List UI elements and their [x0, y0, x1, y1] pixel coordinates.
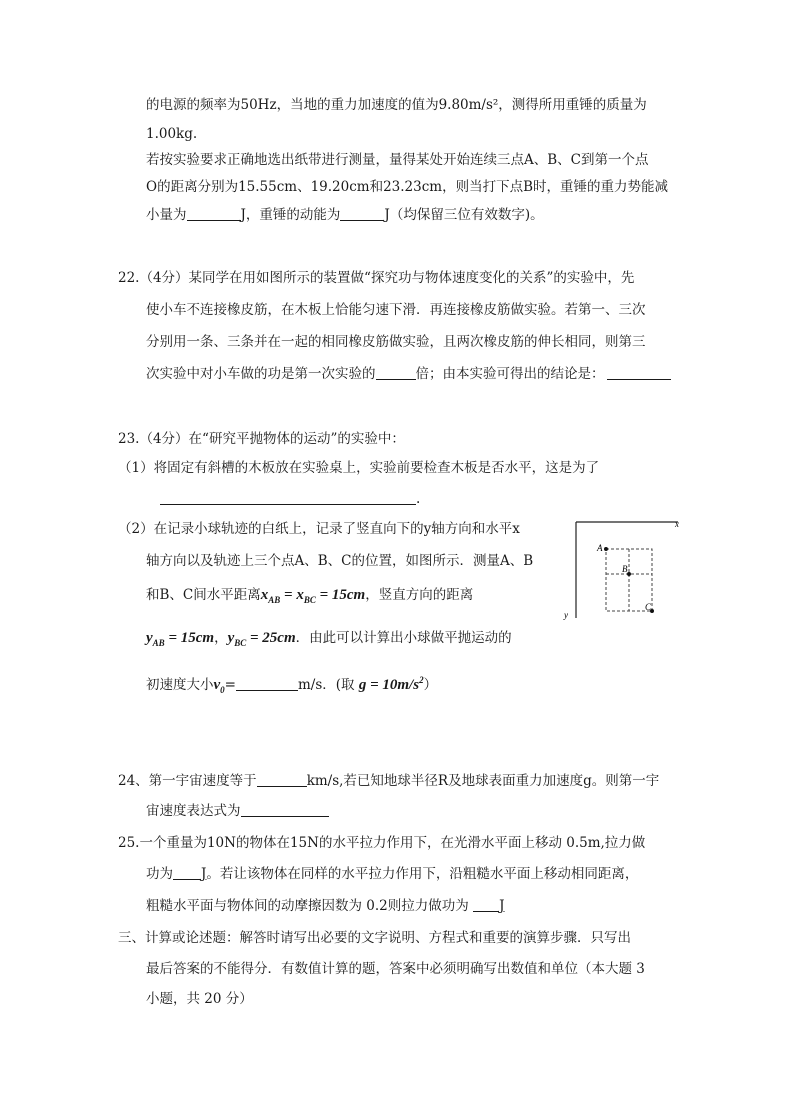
section3-line-3: 小题，共 20 分） [146, 991, 253, 1007]
q25-unit-j: J [201, 866, 207, 882]
q24-line-1 [118, 771, 659, 791]
q23-line-6 [146, 585, 473, 610]
answer-blank-conclusion[interactable] [607, 365, 671, 380]
answer-blank-work-ratio[interactable] [376, 365, 416, 380]
q21-line-5 [146, 205, 544, 225]
q23-comma: ， [214, 630, 228, 646]
formula-y-bc: $y_{BC} = 25cm$ [227, 630, 296, 648]
q24-text-a: 24、第一宇宙速度等于 [118, 773, 257, 789]
y-axis-label: y [564, 610, 568, 620]
formula-y-ab: $y_{AB} = 15cm$ [146, 630, 215, 648]
formula-v0: $v_0$ [213, 677, 225, 695]
formula-x-ab-x-bc: $x_{AB} = x_{BC} = 15cm$ [260, 587, 366, 605]
label-c: C [645, 602, 652, 612]
answer-blank-initial-velocity[interactable] [236, 676, 298, 691]
answer-blank-velocity-expression[interactable] [241, 802, 329, 817]
q25-text-c: 粗糙水平面与物体间的动摩擦因数为 0.2则拉力做功为 [146, 898, 474, 914]
q21-line-2: 1.00kg. [146, 126, 198, 142]
q25-unit-j-2: J [499, 898, 505, 914]
q21-text-a: 小量为 [146, 207, 187, 223]
q25-line-1: 25.一个重量为10N的物体在15N的水平拉力作用下，在光滑水平面上移动 0.5m,拉力做 [118, 835, 646, 851]
answer-blank-kinetic-energy[interactable] [340, 206, 384, 221]
q21-line-3: 若按实验要求正确地选出纸带进行测量，量得某处开始连续三点A、B、C到第一个点 [146, 152, 649, 168]
label-a: A [597, 543, 603, 553]
q23-close-paren: ） [423, 677, 438, 693]
q23-text-e: m/s．(取 [297, 677, 359, 693]
q24-line-2 [146, 801, 329, 821]
section3-line-2: 最后答案的不能得分．有数值计算的题，答案中必须明确写出数值和单位（本大题 3 [146, 961, 645, 977]
q21-text-c: J（均保留三位有效数字)。 [384, 207, 544, 223]
q22-line-4 [146, 364, 671, 384]
q23-text-a: 和B、C间水平距离 [146, 587, 261, 603]
q25-text-b: 。若让该物体在同样的水平拉力作用下，沿粗糙水平面上移动相同距离， [206, 866, 639, 882]
q21-line-4: O的距离分别为15.55cm、19.20cm和23.23cm，则当打下点B时，重锤的重力势能减 [146, 179, 669, 195]
q21-line-1: 的电源的频率为50Hz，当地的重力加速度的值为9.80m/s²，测得所用重锤的质量为 [146, 97, 647, 113]
q23-line-7 [146, 628, 512, 653]
q23-text-d: 初速度大小 [146, 677, 214, 693]
answer-blank-work-rough[interactable] [473, 897, 499, 912]
answer-blank-purpose[interactable] [160, 490, 416, 505]
formula-g: $g = 10m/s^2$ [358, 675, 424, 693]
q23-line-5: 轴方向以及轨迹上三个点A、B、C的位置，如图所示．测量A、B [146, 553, 534, 569]
section3-line-1: 三、计算或论述题：解答时请写出必要的文字说明、方程式和重要的演算步骤．只写出 [118, 930, 631, 946]
label-b: B [622, 564, 628, 574]
q23-line-4: （2）在记录小球轨迹的白纸上，记录了竖直向下的y轴方向和水平x [118, 521, 520, 537]
q25-line-2 [146, 864, 638, 884]
point-b [627, 572, 631, 576]
q23-line-1: 23.（4分）在“研究平抛物体的运动”的实验中： [118, 431, 405, 447]
trajectory-figure [560, 514, 690, 624]
q25-line-3 [146, 896, 504, 916]
q23-line-3 [160, 489, 420, 509]
q22-line-2: 使小车不连接橡皮筋，在木板上恰能匀速下滑．再连接橡皮筋做实验。若第一、三次 [146, 302, 646, 318]
answer-blank-work-smooth[interactable] [173, 865, 201, 880]
answer-blank-potential-energy[interactable] [187, 206, 241, 221]
point-a [604, 547, 608, 551]
q22-line-3: 分别用一条、三条并在一起的相同橡皮筋做实验，且两次橡皮筋的伸长相同，则第三 [146, 334, 646, 350]
q23-text-c: ．由此可以计算出小球做平抛运动的 [295, 630, 512, 646]
q23-line-8 [146, 670, 437, 700]
q24-text-b: km/s,若已知地球半径R及地球表面重力加速度g。则第一宇 [306, 773, 660, 789]
q23-line-2: （1）将固定有斜槽的木板放在实验桌上，实验前要检查木板是否水平，这是为了 [118, 460, 600, 476]
x-axis-label: x [675, 519, 679, 529]
answer-blank-first-cosmic-velocity[interactable] [257, 772, 307, 787]
q22-text-b: 倍；由本实验可得出的结论是： [415, 366, 605, 382]
q25-text-a: 功为 [146, 866, 173, 882]
q22-text-a: 次实验中对小车做的功是第一次实验的 [146, 366, 376, 382]
q21-text-b: J，重锤的动能为 [240, 207, 341, 223]
q24-text-c: 宙速度表达式为 [146, 803, 241, 819]
q22-line-1: 22.（4分）某同学在用如图所示的装置做“探究功与物体速度变化的关系”的实验中，先 [118, 270, 635, 286]
q23-text-b: ，竖直方向的距离 [365, 587, 474, 603]
q23-period: . [416, 491, 421, 507]
q23-equals: = [224, 677, 236, 693]
